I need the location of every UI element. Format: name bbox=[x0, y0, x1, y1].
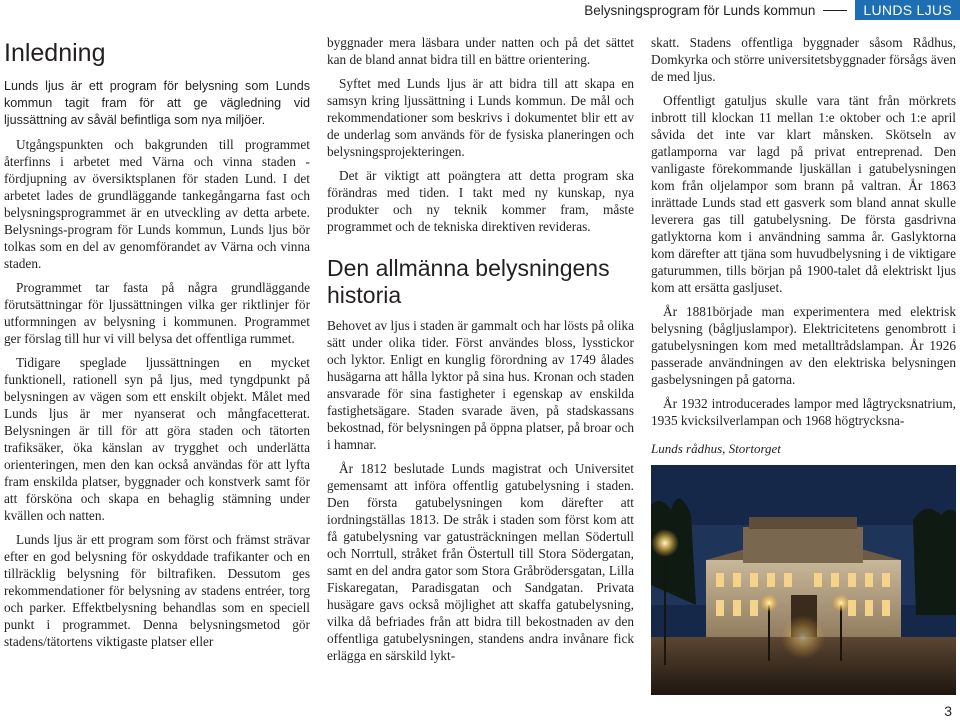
header-badge: LUNDS LJUS bbox=[855, 0, 960, 20]
column-2 bbox=[327, 34, 634, 704]
paragraph: Lunds ljus är ett program som först och främst strävar efter en god belysning för oskyddade trafikanter och en tillräcklig belysning för biltrafiken. Dessutom ges rekommendationer för belysning av stadens entréer, torg och parker. Effektbelysning behandlas som en speciell punkt i programmet. Denna belysningsmetod gör stadens/tätortens viktigaste platser eller bbox=[4, 532, 310, 649]
town-hall-photo bbox=[651, 465, 956, 695]
section-heading-historia: Den allmänna belysningens historia bbox=[327, 255, 610, 308]
paragraph: byggnader mera läsbara under natten och på det sättet kan de bland annat bidra till en bättre orientering. bbox=[327, 35, 634, 67]
paragraph: År 1932 introducerades lampor med lågtrycksnatrium, 1935 kvicksilverlampan och 1968 högtrycksna- bbox=[651, 396, 956, 428]
paragraph: Syftet med Lunds ljus är att bidra till att skapa en samsyn kring ljussättning i Lunds kommun. De mål och rekommendationer som beskrivs i dokumentet blir ett av de underlag som används för de fysiska planeringen och belysningsprojekteringen. bbox=[327, 76, 634, 159]
page-number: 3 bbox=[944, 703, 952, 719]
paragraph: Lunds ljus är ett program för belysning som Lunds kommun tagit fram för att ge vägledning vid ljussättning av såväl befintliga som nya miljöer. bbox=[4, 79, 310, 127]
photo-caption: Lunds rådhus, Stortorget bbox=[651, 441, 781, 456]
paragraph: Det är viktigt att poängtera att detta program ska förändras med tiden. I takt med ny kunskap, nya produkter och ny teknik kommer fram, måste programmet och de tekniska direktiven revideras. bbox=[327, 168, 634, 234]
paragraph: Programmet tar fasta på några grundläggande förutsättningar för ljussättningen vilka ger riktlinjer för utformningen av belysning i kommunen. Programmet ger förslag till hur vi vill belysa det offentliga rummet. bbox=[4, 280, 310, 346]
column-3 bbox=[651, 34, 956, 704]
running-header bbox=[584, 0, 960, 20]
paragraph: Behovet av ljus i staden är gammalt och har lösts på olika sätt under olika tider. Först användes bloss, lysstickor och lyktor. Enligt en kunglig förordning av 1749 ålades husägarna att hålla lyktor på sina hus. Kronan och staden ansvarade för sina fastigheter i egenskap av enskilda fastighetsägare. Staden svarade även, på stadskassans bekostnad, för belysningen på öppna platser, på broar och i hamnar. bbox=[327, 318, 634, 452]
paragraph: Utgångspunkten och bakgrunden till programmet återfinns i arbetet med Värna och vinna staden - fördjupning av översiktsplanen för staden Lund. I det arbetet lades de grundläggande tankegångarna fast och belysningsprogrammet är en utveckling av detta arbete. Belysnings-program för Lunds kommun, Lunds ljus bör tolkas som en del av genomförandet av Värna och vinna staden. bbox=[4, 137, 310, 271]
paragraph: skatt. Stadens offentliga byggnader såsom Rådhus, Domkyrka och större universitetsbyggnader försågs även de med ljus. bbox=[651, 35, 956, 84]
paragraph: Offentligt gatuljus skulle vara tänt från mörkrets inbrott till klockan 11 mellan 1:e oktober och 1:e april såvida det inte var klart månsken. Skötseln av gatlamporna var lagd på privat entreprenad. Den vanligaste förekommande ljuskällan i gatubelysningen kom från oljelampor som brann på valtran. År 1863 inrättade Lunds stad ett gasverk som bland annat skulle leverera gas till gatubelysning. De första gasdrivna gatlyktorna kom i användning samma år. Gaslyktorna kom därefter att tjäna som huvudbelysning i de viktigare gaturummen, tills början på 1900-talet då elektriskt ljus kom att ersätta gasljuset. bbox=[651, 93, 956, 295]
section-heading-inledning: Inledning bbox=[4, 39, 106, 67]
header-title: Belysningsprogram för Lunds kommun bbox=[584, 2, 816, 18]
paragraph: År 1881började man experimentera med elektrisk belysning (bågljuslampor). Elektricitetens genombrott i gatubelysningen kom med metalltrådslampan. År 1926 passerade användningen av den elektriska belysningen gasbelysningen på gatorna. bbox=[651, 304, 956, 387]
paragraph: Tidigare speglade ljussättningen en mycket funktionell, rationell syn på ljus, med tyngdpunkt på belysningen av vägen som ett enskilt objekt. Målet med Lunds ljus är mer nyanserat och mångfacetterat. Belysningen är till för att göra staden och tätorten trafiksäker, öka känslan av trygghet och underlätta orienteringen, men den kan också användas för att lyfta fram enskilda platser, byggnader och konstverk samt för att försköna och skapa en behaglig stämning under kvällen och natten. bbox=[4, 355, 310, 523]
paragraph: År 1812 beslutade Lunds magistrat och Universitet gemensamt att införa offentlig gatubelysning i staden. Den första gatubelysningen kom därefter att iordningställas 1813. De stråk i staden som först kom att få gatubelysning var gatusträckningen mellan Södertull och Norrtull, stråket från Östertull till Stora Södergatan, samt en del andra gator som Stora Gråbrödersgatan, Lilla Fiskaregatan, Paradisgatan och Sandgatan. Privata husägare gavs också möjlighet att skaffa gatubelysning, vilka då befriades från att bidra till bekostnaden av den offentliga gatubelysningen, standens andra invånare fick erlägga en särskild lykt- bbox=[327, 461, 634, 663]
column-1 bbox=[4, 38, 310, 708]
header-rule bbox=[823, 10, 847, 11]
